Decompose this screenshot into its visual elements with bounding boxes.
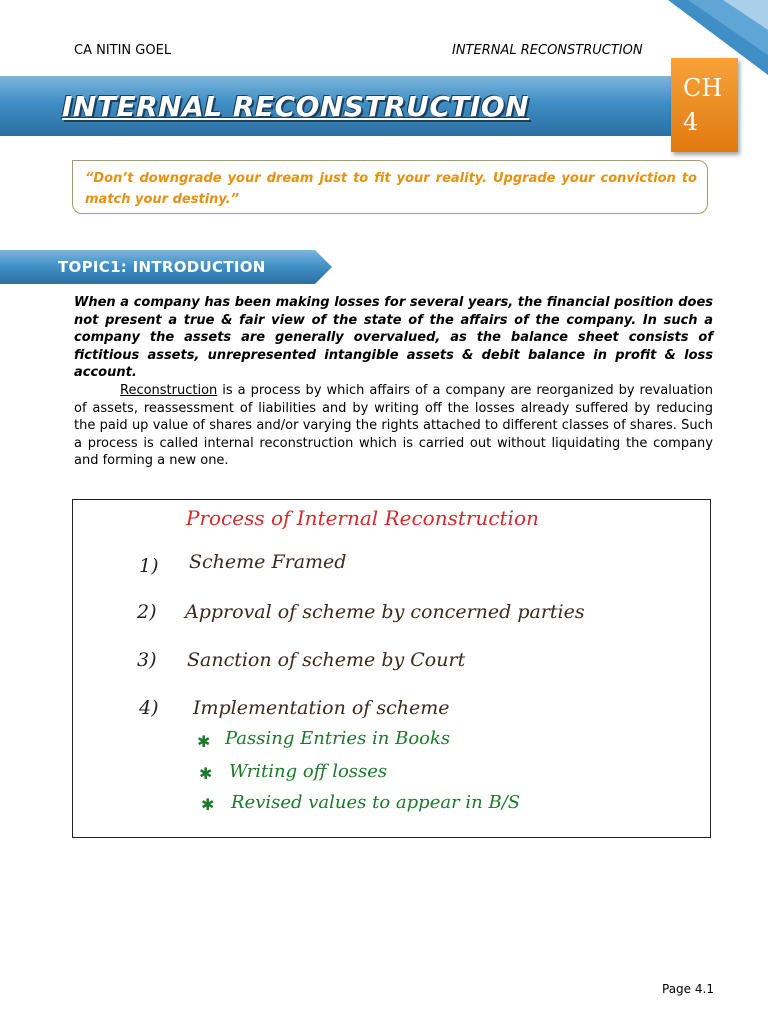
bullet-text: Revised values to appear in B/S [231, 792, 521, 813]
topic-heading: TOPIC1: INTRODUCTION [58, 258, 266, 276]
chapter-badge [671, 58, 738, 152]
bullet-star-icon: ✱ [199, 764, 213, 783]
quote-box: “Don’t downgrade your dream just to fit your reality. Upgrade your conviction to match your destiny.” [72, 160, 708, 214]
running-header-author: CA NITIN GOEL [74, 43, 172, 58]
step-text: Approval of scheme by concerned parties [185, 601, 585, 623]
chapter-title: INTERNAL RECONSTRUCTION [62, 90, 530, 123]
topic-heading-tag [0, 250, 332, 284]
bullet-star-icon: ✱ [201, 795, 215, 814]
definition-term: Reconstruction [120, 383, 218, 398]
intro-paragraph: When a company has been making losses for several years, the financial position does not present a true & fair view of the state of the affairs of the company. In such a company the assets are generally overvalued, as the balance sheet consists of fictitious assets, unrepresented intangible assets & debit balance in profit & loss account. [74, 295, 713, 380]
definition-text: is a process by which affairs of a company are reorganized by revaluation of assets, reassessment of liabilities and by writing off the losses already suffered by reducing the paid up value of shares and/or varying the rights attached to different classes of shares. Such a process is called internal reconstruction which is carried out without liquidating the company and forming a new one. [74, 383, 713, 468]
bullet-star-icon: ✱ [197, 732, 211, 751]
chapter-label: CH [683, 74, 723, 102]
chapter-number: 4 [683, 108, 699, 136]
chapter-banner [0, 76, 700, 136]
step-number: 3) [137, 649, 157, 671]
definition-paragraph [74, 382, 713, 470]
step-text: Sanction of scheme by Court [187, 649, 466, 671]
running-header-title: INTERNAL RECONSTRUCTION [452, 43, 643, 58]
step-number: 1) [139, 555, 159, 577]
bullet-text: Passing Entries in Books [225, 728, 451, 749]
step-text: Scheme Framed [189, 551, 347, 573]
handwritten-notes-box [72, 499, 711, 838]
step-text: Implementation of scheme [193, 697, 450, 719]
step-number: 2) [137, 601, 157, 623]
notes-title: Process of Internal Reconstruction [186, 506, 539, 530]
bullet-text: Writing off losses [229, 761, 388, 782]
page-number: Page 4.1 [662, 982, 714, 996]
step-number: 4) [139, 697, 159, 719]
